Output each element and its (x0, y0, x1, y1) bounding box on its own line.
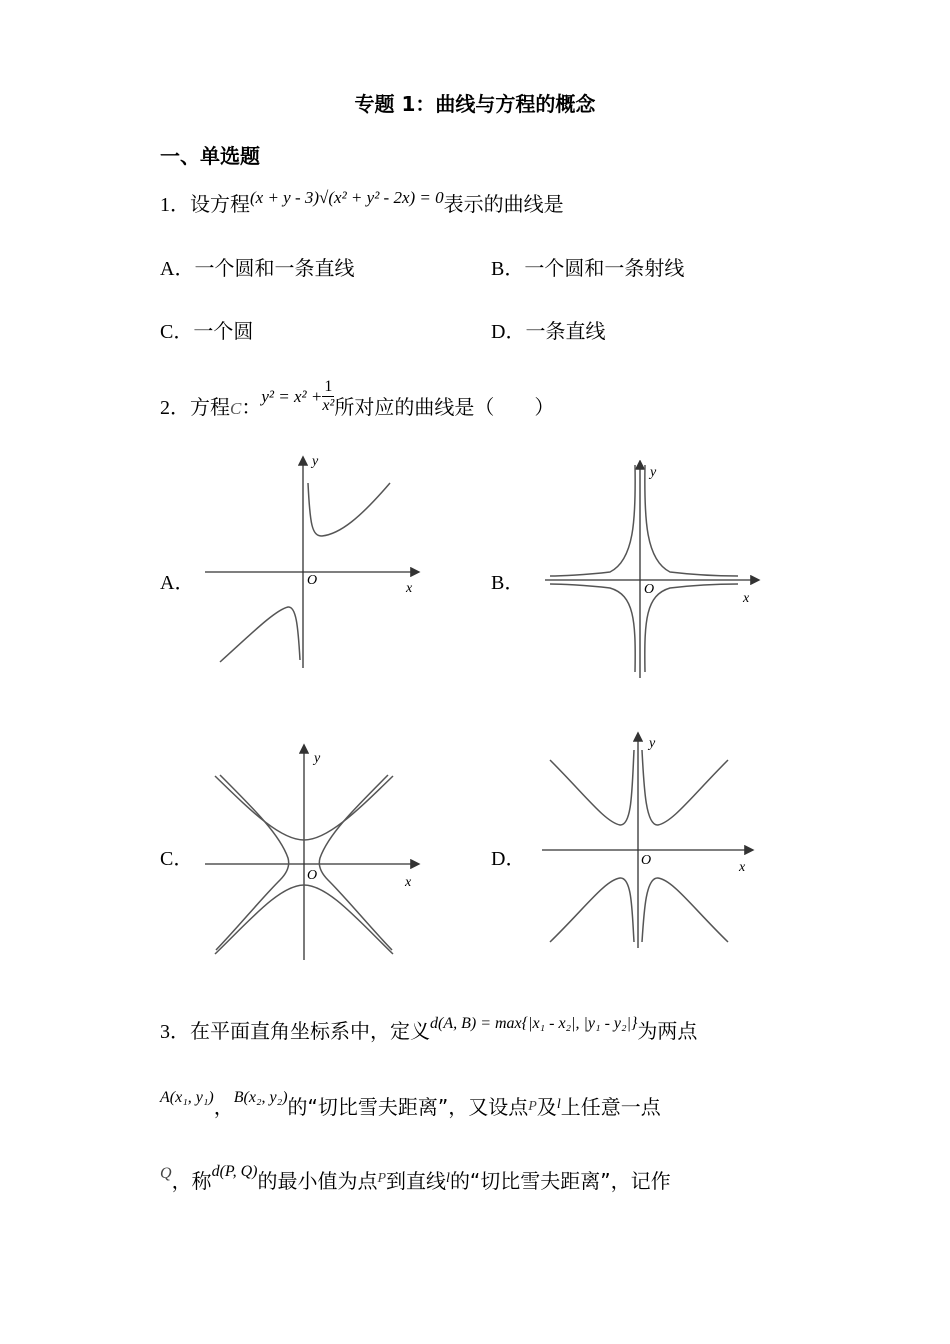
curve-branch (550, 878, 634, 942)
origin-label: O (307, 868, 318, 883)
question-2-fraction (322, 378, 334, 415)
question-1-number: 1． (160, 194, 190, 216)
graph-option-b (540, 460, 770, 685)
question-2-option-a-label[interactable]: A． (160, 572, 195, 594)
question-3-and: 及 (536, 1095, 557, 1119)
curve-branch (550, 750, 634, 825)
question-2 (160, 380, 554, 420)
question-1-lead: 设方程 (190, 192, 250, 216)
question-3-lead: 在平面直角坐标系中，定义 (190, 1019, 430, 1043)
origin-label: O (641, 853, 652, 868)
question-1-option-b[interactable] (491, 252, 684, 281)
axis-x-label: x (739, 860, 746, 875)
question-1-option-d[interactable] (491, 315, 605, 344)
curve-branch (216, 775, 289, 950)
comma: ， (213, 1095, 234, 1119)
section-heading: 一、单选题 (160, 144, 260, 168)
option-label: B． (491, 258, 525, 280)
question-2-tail: 所对应的曲线是（ ） (334, 395, 555, 419)
point-b: B(x₂, y₂) (233, 1089, 288, 1106)
option-text: 一条直线 (525, 319, 606, 343)
option-text: 一个圆和一条直线 (194, 256, 355, 280)
curve-branch (550, 465, 635, 576)
graph-option-c (200, 740, 430, 965)
page-title: 专题 1：曲线与方程的概念 (354, 92, 596, 116)
option-text: 一个圆 (193, 319, 254, 343)
question-2-formula: y² = x² + (261, 387, 323, 406)
axis-y-label: y (314, 751, 321, 766)
option-text: 一个圆和一条射线 (524, 256, 685, 280)
question-2-option-b-label[interactable]: B． (491, 572, 525, 594)
curve-branch (645, 584, 738, 672)
graph-option-a (200, 450, 430, 675)
option-label: A． (160, 258, 195, 280)
fraction-numerator: 1 (324, 378, 333, 395)
question-2-option-d-label[interactable]: D． (491, 848, 526, 870)
curve-branch (642, 878, 728, 942)
graph-option-d (540, 730, 770, 955)
question-2-number: 2． (160, 397, 190, 419)
question-3-line-3-b: 的最小值为点 (257, 1169, 378, 1193)
question-3-line-3-d: 的“切比雪夫距离”，记作 (449, 1169, 671, 1193)
question-3-line-2-mid: 的“切比雪夫距离”，又设点 (287, 1095, 529, 1119)
question-2-lead: 方程 (190, 395, 230, 419)
axis-x-label: x (405, 875, 412, 890)
curve-branch (220, 607, 300, 662)
axis-y-label: y (649, 736, 656, 751)
question-1-tail: 表示的曲线是 (443, 192, 564, 216)
question-3-line-2-tail: 上任意一点 (560, 1095, 661, 1119)
origin-label: O (307, 573, 318, 588)
point-p: P (528, 1099, 537, 1114)
question-3-line-3 (160, 1165, 671, 1194)
point-p: P (377, 1171, 387, 1186)
option-label: C． (160, 321, 194, 343)
curve-branch (319, 775, 392, 950)
axis-y-label: y (312, 454, 319, 469)
question-3-line-1-tail: 为两点 (637, 1019, 698, 1043)
curve-branch (642, 750, 728, 825)
curve-branch (645, 465, 738, 576)
question-2-var: C (230, 399, 242, 418)
line-l: l (446, 1171, 450, 1186)
question-3-line-1 (160, 1015, 697, 1044)
origin-label: O (644, 582, 655, 597)
axis-x-label: x (406, 581, 413, 596)
question-1-option-a[interactable] (160, 252, 354, 281)
question-3-line-3-c: 到直线 (386, 1169, 447, 1193)
point-a: A(x₁, y₁) (160, 1089, 214, 1106)
option-label: D． (491, 321, 526, 343)
question-3-line-2 (160, 1091, 661, 1120)
line-l: l (556, 1097, 561, 1112)
question-3-line-3-a: ，称 (171, 1169, 212, 1193)
curve-branch (308, 483, 390, 536)
question-1 (160, 188, 564, 217)
point-q: Q (160, 1165, 172, 1182)
axis-x-label: x (743, 591, 750, 606)
question-1-option-c[interactable] (160, 315, 253, 344)
distance-formula: d(P, Q) (211, 1163, 258, 1180)
axis-y-label: y (650, 465, 657, 480)
question-2-option-c-label[interactable]: C． (160, 848, 194, 870)
question-3-number: 3． (160, 1021, 190, 1043)
question-1-formula: (x + y - 3)√(x² + y² - 2x) = 0 (250, 188, 444, 207)
fraction-denominator: x² (322, 397, 335, 414)
question-2-colon: ： (241, 395, 262, 419)
question-3-definition-formula: d(A, B) = max{|x₁ - x₂|, |y₁ - y₂|} (430, 1015, 638, 1032)
curve-branch (550, 584, 635, 672)
